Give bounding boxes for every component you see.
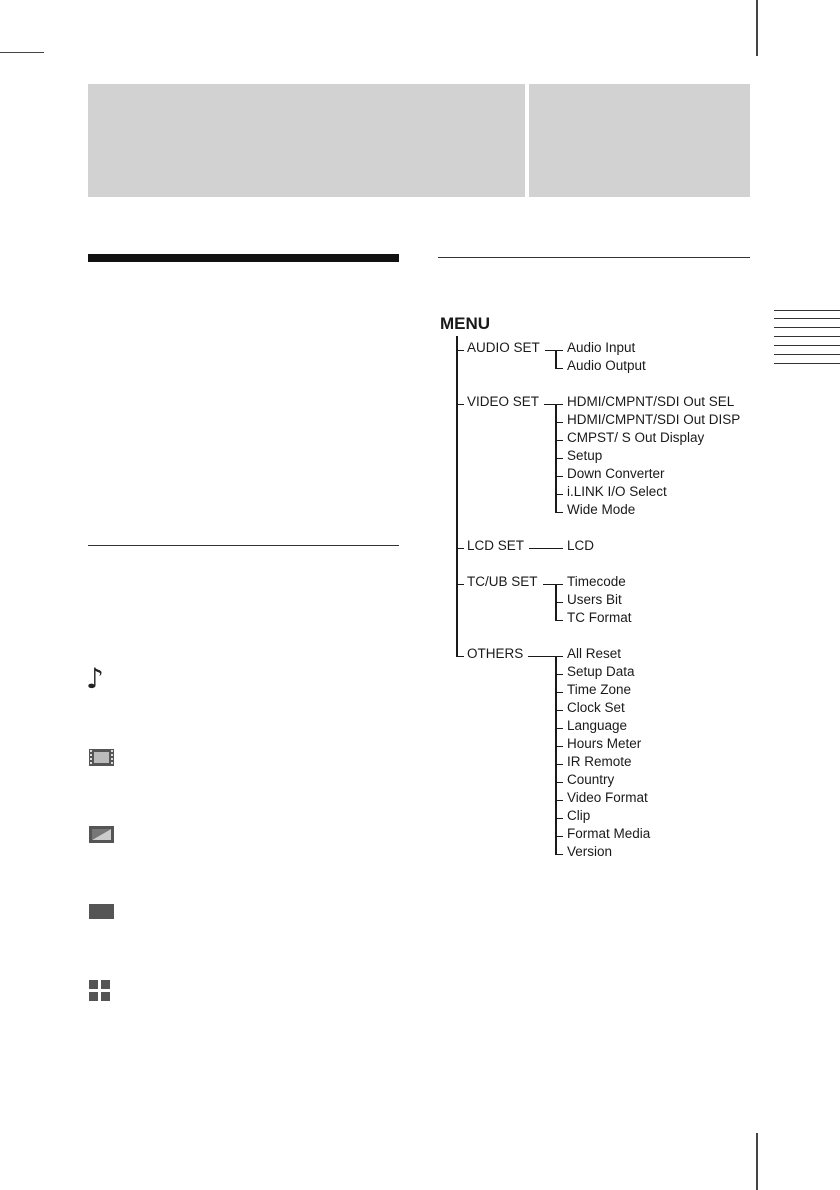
menu-item-tick — [555, 350, 563, 352]
menu-title: MENU — [440, 314, 491, 333]
menu-item-label: Timecode — [567, 574, 626, 589]
menu-item-tick — [555, 404, 563, 406]
menu-item-label: HDMI/CMPNT/SDI Out SEL — [567, 394, 735, 409]
menu-item-label: TC Format — [567, 610, 632, 625]
menu-item-tick — [555, 674, 563, 676]
menu-item-label: LCD — [567, 538, 595, 553]
menu-item-label: Language — [567, 718, 628, 733]
menu-item-tick — [555, 656, 563, 658]
menu-item-tick — [555, 746, 563, 748]
menu-item-label: Users Bit — [567, 592, 622, 607]
menu-category-connector — [544, 404, 555, 406]
menu-item-tick — [555, 584, 563, 586]
menu-category-tick — [456, 404, 464, 406]
menu-category-connector — [529, 548, 555, 550]
menu-item-label: Hours Meter — [567, 736, 642, 751]
menu-item-label: CMPST/ S Out Display — [567, 430, 705, 445]
menu-item-tick — [555, 818, 563, 820]
menu-item-tick — [555, 800, 563, 802]
menu-item-label: Setup — [567, 448, 603, 463]
menu-item-tick — [555, 494, 563, 496]
menu-item-tick — [555, 368, 563, 370]
menu-item-label: Down Converter — [567, 466, 665, 481]
menu-category-tick — [456, 656, 464, 658]
menu-category-label: OTHERS — [467, 646, 524, 661]
menu-item-label: Audio Input — [567, 340, 636, 355]
menu-item-tick — [555, 476, 563, 478]
menu-item-tick — [555, 692, 563, 694]
menu-item-label: Wide Mode — [567, 502, 636, 517]
menu-item-tick — [555, 440, 563, 442]
menu-category-label: LCD SET — [467, 538, 525, 553]
menu-item-tick — [555, 458, 563, 460]
menu-item-label: Clip — [567, 808, 591, 823]
menu-item-label: Country — [567, 772, 615, 787]
music-note-icon: ♪ — [86, 662, 104, 695]
menu-item-label: Video Format — [567, 790, 648, 805]
menu-item-label: Version — [567, 844, 613, 859]
menu-item-tick — [555, 512, 563, 514]
menu-sub-bracket — [555, 656, 557, 854]
menu-item-tick — [555, 602, 563, 604]
menu-category-connector — [545, 350, 555, 352]
menu-sub-bracket — [555, 350, 557, 368]
menu-item-tick — [555, 836, 563, 838]
menu-item-tick — [555, 548, 563, 550]
menu-item-label: All Reset — [567, 646, 622, 661]
menu-category-connector — [543, 584, 555, 586]
menu-item-tick — [555, 728, 563, 730]
menu-item-label: Format Media — [567, 826, 651, 841]
menu-item-label: Time Zone — [567, 682, 632, 697]
menu-item-tick — [555, 710, 563, 712]
menu-category-label: AUDIO SET — [467, 340, 540, 355]
menu-category-tick — [456, 584, 464, 586]
menu-category-label: VIDEO SET — [467, 394, 540, 409]
menu-category-tick — [456, 548, 464, 550]
menu-category-connector — [528, 656, 555, 658]
menu-item-tick — [555, 782, 563, 784]
menu-item-label: Setup Data — [567, 664, 635, 679]
menu-item-tick — [555, 422, 563, 424]
menu-item-tick — [555, 620, 563, 622]
menu-item-tick — [555, 854, 563, 856]
menu-trunk-line — [456, 336, 458, 656]
menu-category-label: TC/UB SET — [467, 574, 538, 589]
menu-item-label: Clock Set — [567, 700, 625, 715]
menu-item-label: i.LINK I/O Select — [567, 484, 667, 499]
menu-item-label: Audio Output — [567, 358, 646, 373]
menu-category-tick — [456, 350, 464, 352]
menu-item-label: IR Remote — [567, 754, 632, 769]
menu-item-label: HDMI/CMPNT/SDI Out DISP — [567, 412, 741, 427]
menu-item-tick — [555, 764, 563, 766]
